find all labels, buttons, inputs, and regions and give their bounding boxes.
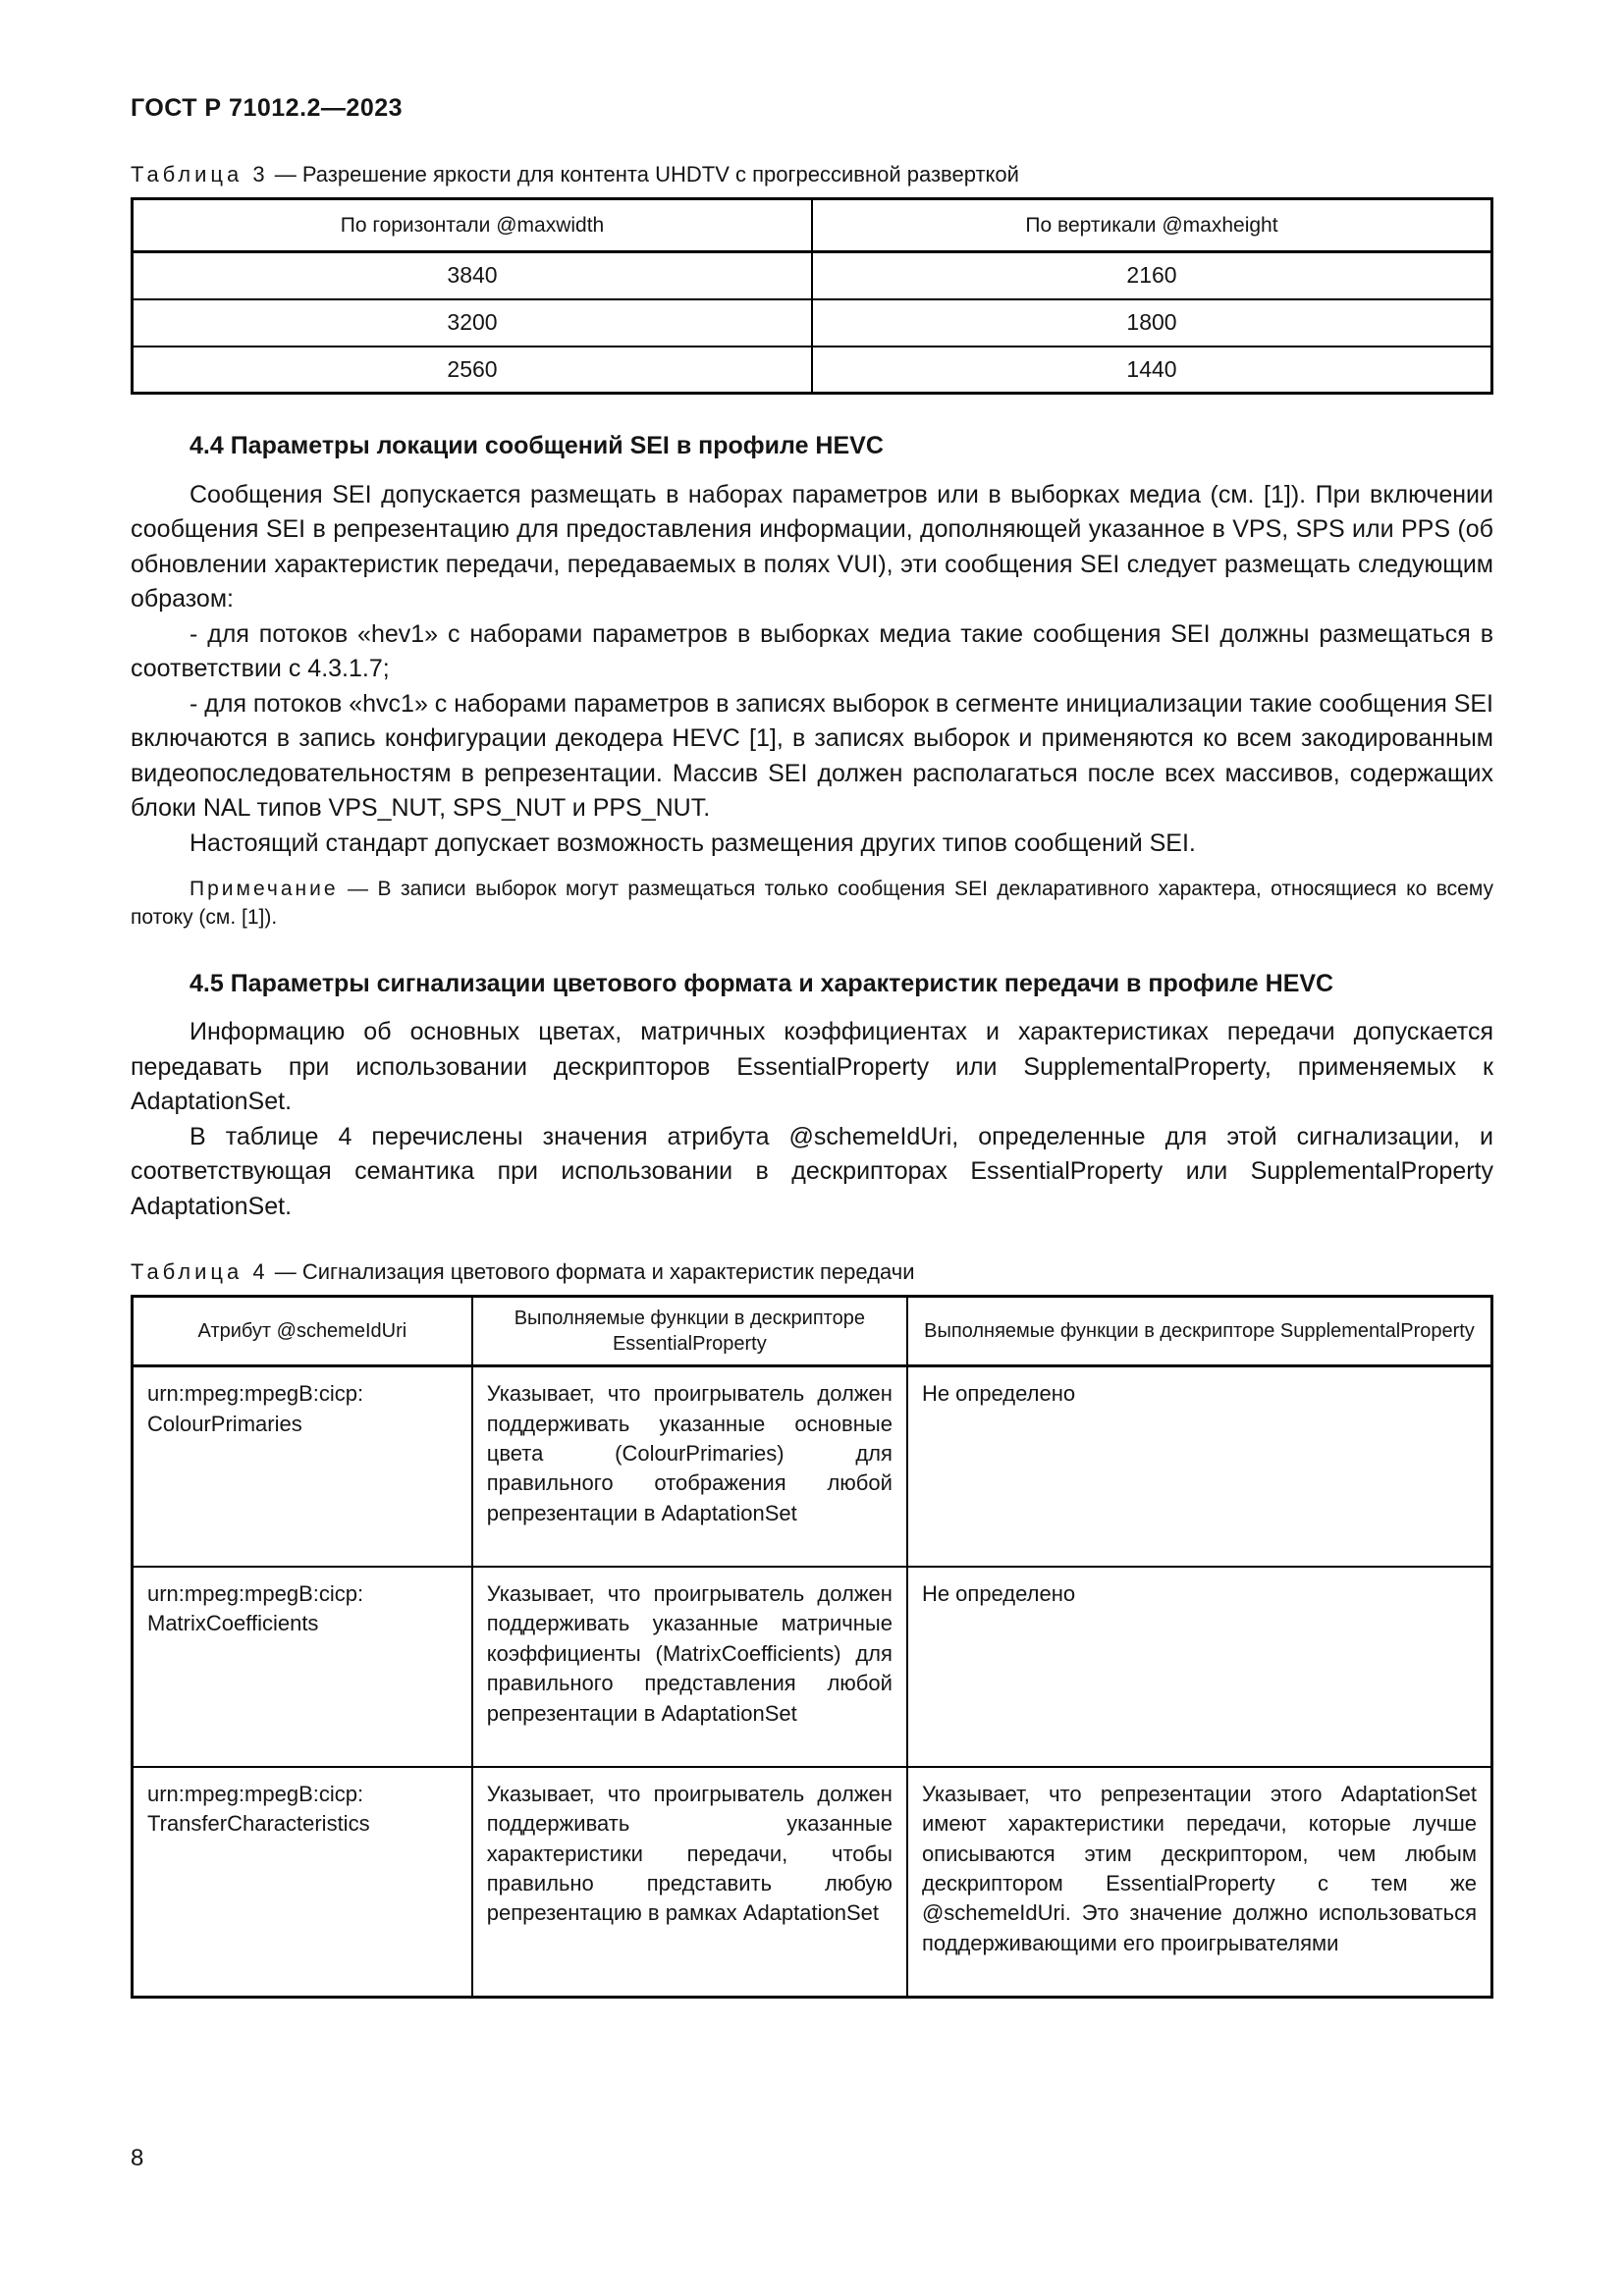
table4-cell-supplemental: Не определено [907, 1366, 1492, 1567]
table3-cell: 2160 [812, 252, 1492, 299]
table4-cell-attribute: urn:mpeg:mpegB:cicp: MatrixCoefficients [133, 1567, 472, 1767]
table3-header-maxwidth: По горизонтали @maxwidth [133, 199, 813, 252]
table4-cell-supplemental: Не определено [907, 1567, 1492, 1767]
table-3 [131, 197, 1493, 395]
table4-caption [131, 1259, 1493, 1285]
table4-cell-essential: Указывает, что проигрыватель должен поддерживать указанные матричные коэффициенты (MatrixCoefficients) для правильного представления любой репрезентации в AdaptationSet [472, 1567, 907, 1767]
table4-cell-essential: Указывает, что проигрыватель должен поддерживать указанные основные цвета (ColourPrimaries) для правильного отображения любой репрезентации в AdaptationSet [472, 1366, 907, 1567]
paragraph: Сообщения SEI допускается размещать в наборах параметров или в выборках медиа (см. [1]). При включении сообщения SEI в репрезентацию для предоставления информации, дополняющей указанное в VPS, SPS или PPS (об обновлении характеристик передачи, передаваемых в полях VUI), эти сообщения SEI следует размещать следующим образом: [131, 480, 1493, 613]
table4-caption-text: — Сигнализация цветового формата и характеристик передачи [274, 1259, 915, 1285]
table4-cell-attribute: urn:mpeg:mpegB:cicp: ColourPrimaries [133, 1366, 472, 1567]
paragraph: - для потоков «hev1» с наборами параметров в выборках медиа такие сообщения SEI должны размещаться в соответствии с 4.3.1.7; [131, 619, 1493, 682]
table-row [133, 1366, 1492, 1567]
table-row [133, 347, 1492, 394]
paragraph: - для потоков «hvc1» с наборами параметров в записях выборок в сегменте инициализации такие сообщения SEI включаются в запись конфигурации декодера HEVC [1], в записях выборок и применяются ко всем закодированным видеопоследовательностям в репрезентации. Массив SEI должен располагаться после всех массивов, содержащих блоки NAL типов VPS_NUT, SPS_NUT и PPS_NUT. [131, 689, 1494, 822]
page-number: 8 [131, 2145, 144, 2171]
table4-header-attribute: Атрибут @schemeIdUri [133, 1297, 472, 1366]
table3-cell: 3840 [133, 252, 813, 299]
note-label: Примечание [189, 878, 339, 900]
table4-cell-essential: Указывает, что проигрыватель должен поддерживать указанные характеристики передачи, чтобы правильно представить любую репрезентацию в рамках AdaptationSet [472, 1767, 907, 1998]
table4-header-essential: Выполняемые функции в дескрипторе EssentialProperty [472, 1297, 907, 1366]
table3-cell: 1800 [812, 299, 1492, 347]
table-row [133, 1567, 1492, 1767]
note-text: — В записи выборок могут размещаться только сообщения SEI декларативного характера, относящиеся ко всему потоку (см. [1]). [131, 878, 1493, 930]
table-row [133, 1767, 1492, 1998]
table4-cell-attribute: urn:mpeg:mpegB:cicp: TransferCharacteristics [133, 1767, 472, 1998]
table3-cell: 2560 [133, 347, 813, 394]
table4-caption-label: Таблица 4 [131, 1259, 269, 1285]
table3-header-row [133, 199, 1492, 252]
table4-header-supplemental: Выполняемые функции в дескрипторе SupplementalProperty [907, 1297, 1492, 1366]
table4-cell-supplemental: Указывает, что репрезентации этого AdaptationSet имеют характеристики передачи, которые лучше описываются этим дескриптором, чем любым дескриптором EssentialProperty с тем же @schemeIdUri. Это значение должно использоваться поддерживающими его проигрывателями [907, 1767, 1492, 1998]
table-row [133, 299, 1492, 347]
table3-caption-text: — Разрешение яркости для контента UHDTV с прогрессивной разверткой [274, 162, 1019, 187]
table3-cell: 3200 [133, 299, 813, 347]
sei-note [131, 875, 1493, 933]
section-4-4-title: 4.4 Параметры локации сообщений SEI в профиле HEVC [189, 432, 884, 459]
table3-caption [131, 162, 1493, 187]
section-4-5-title: 4.5 Параметры сигнализации цветового формата и характеристик передачи в профиле HEVC [189, 969, 1334, 997]
paragraph: Информацию об основных цветах, матричных коэффициентах и характеристиках передачи допускается передавать при использовании дескрипторов EssentialProperty или SupplementalProperty, применяемых к AdaptationSet. [131, 1018, 1493, 1116]
table-4 [131, 1295, 1493, 1999]
table3-caption-label: Таблица 3 [131, 162, 269, 187]
table4-header-row [133, 1297, 1492, 1366]
paragraph: В таблице 4 перечислены значения атрибута @schemeIdUri, определенные для этой сигнализации, и соответствующая семантика при использовании в дескрипторах EssentialProperty или SupplementalProperty AdaptationSet. [131, 1122, 1493, 1220]
document-code: ГОСТ Р 71012.2—2023 [131, 94, 404, 122]
table-row [133, 252, 1492, 299]
paragraph: Настоящий стандарт допускает возможность размещения других типов сообщений SEI. [189, 828, 1196, 857]
table3-cell: 1440 [812, 347, 1492, 394]
table3-header-maxheight: По вертикали @maxheight [812, 199, 1492, 252]
